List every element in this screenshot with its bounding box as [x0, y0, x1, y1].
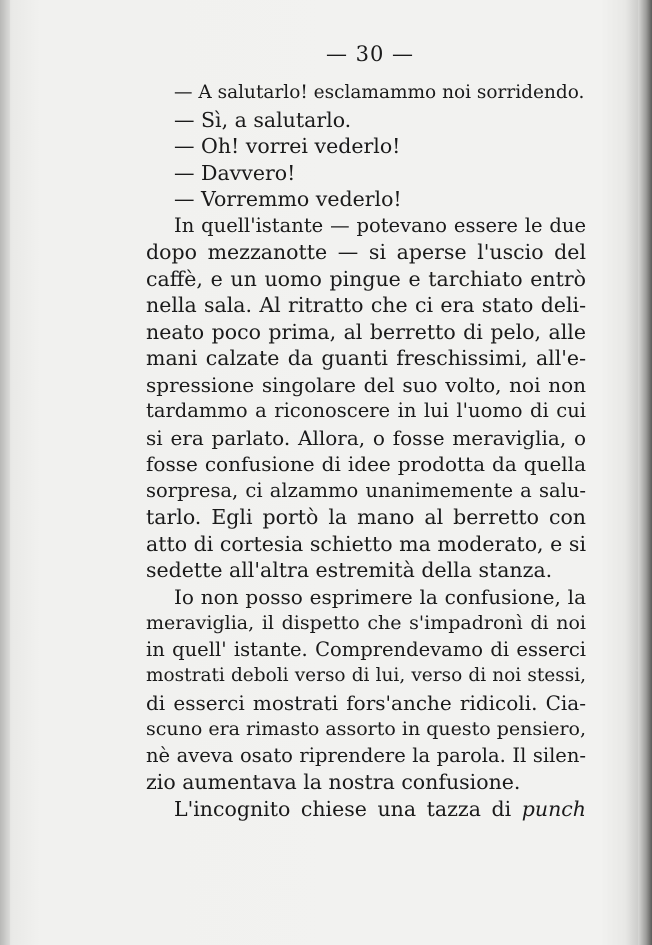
- text-line: — Davvero!: [174, 160, 296, 185]
- text-line: zio aumentava la nostra confusione.: [146, 770, 521, 794]
- text-line: nella sala. Al ritratto che ci era stato deli-: [146, 293, 586, 317]
- italic-word: punch: [521, 796, 586, 821]
- text-line: in quell' istante. Comprendevamo di esserci: [146, 637, 586, 661]
- text-line: tardammo a riconoscere in lui l'uomo di cui: [146, 399, 586, 422]
- page-edge-shadow: [638, 0, 652, 945]
- text-line: fosse confusione di idee prodotta da quella: [146, 452, 586, 476]
- text-line: — Sì, a salutarlo.: [174, 107, 352, 132]
- text-line: scuno era rimasto assorto in questo pensiero,: [146, 718, 587, 740]
- text-line: di esserci mostrati fors'anche ridicoli. Cia-: [146, 690, 586, 715]
- text-line: meraviglia, il dispetto che s'impadronì di noi: [146, 612, 586, 634]
- text-line: nè aveva osato riprendere la parola. Il silen-: [146, 743, 586, 767]
- binding-edge: [0, 0, 10, 945]
- text-line: mostrati deboli verso di lui, verso di noi stessi,: [146, 665, 586, 686]
- text-line: spressione singolare del suo volto, noi non: [146, 372, 586, 397]
- text-line: dopo mezzanotte — si aperse l'uscio del: [146, 240, 586, 264]
- text-line: atto di cortesia schietto ma moderato, e si: [146, 531, 586, 556]
- text-line: si era parlato. Allora, o fosse meraviglia, o: [146, 425, 586, 450]
- final-line-text: L'incognito chiese una tazza di: [174, 796, 512, 821]
- text-line: Io non posso esprimere la confusione, la: [174, 584, 586, 609]
- page-number: — 30 —: [325, 42, 415, 66]
- final-line: [146, 796, 586, 823]
- text-line: sorpresa, ci alzammo unanimemente a salu-: [146, 478, 586, 502]
- text-line: neato poco prima, al berretto di pelo, alle: [146, 319, 586, 344]
- text-body: [146, 80, 586, 822]
- text-line: — A salutarlo! esclamammo noi sorridendo.: [174, 82, 585, 103]
- text-line: caffè, e un uomo pingue e tarchiato entrò: [146, 266, 586, 291]
- text-line: — Vorremmo vederlo!: [174, 187, 402, 211]
- text-line: sedette all'altra estremità della stanza.: [146, 558, 553, 582]
- text-line: tarlo. Egli portò la mano al berretto con: [146, 505, 586, 529]
- text-line: mani calzate da guanti freschissimi, all'e-: [146, 346, 586, 370]
- text-line: In quell'istante — potevano essere le due: [174, 213, 586, 237]
- text-line: — Oh! vorrei vederlo!: [174, 134, 401, 158]
